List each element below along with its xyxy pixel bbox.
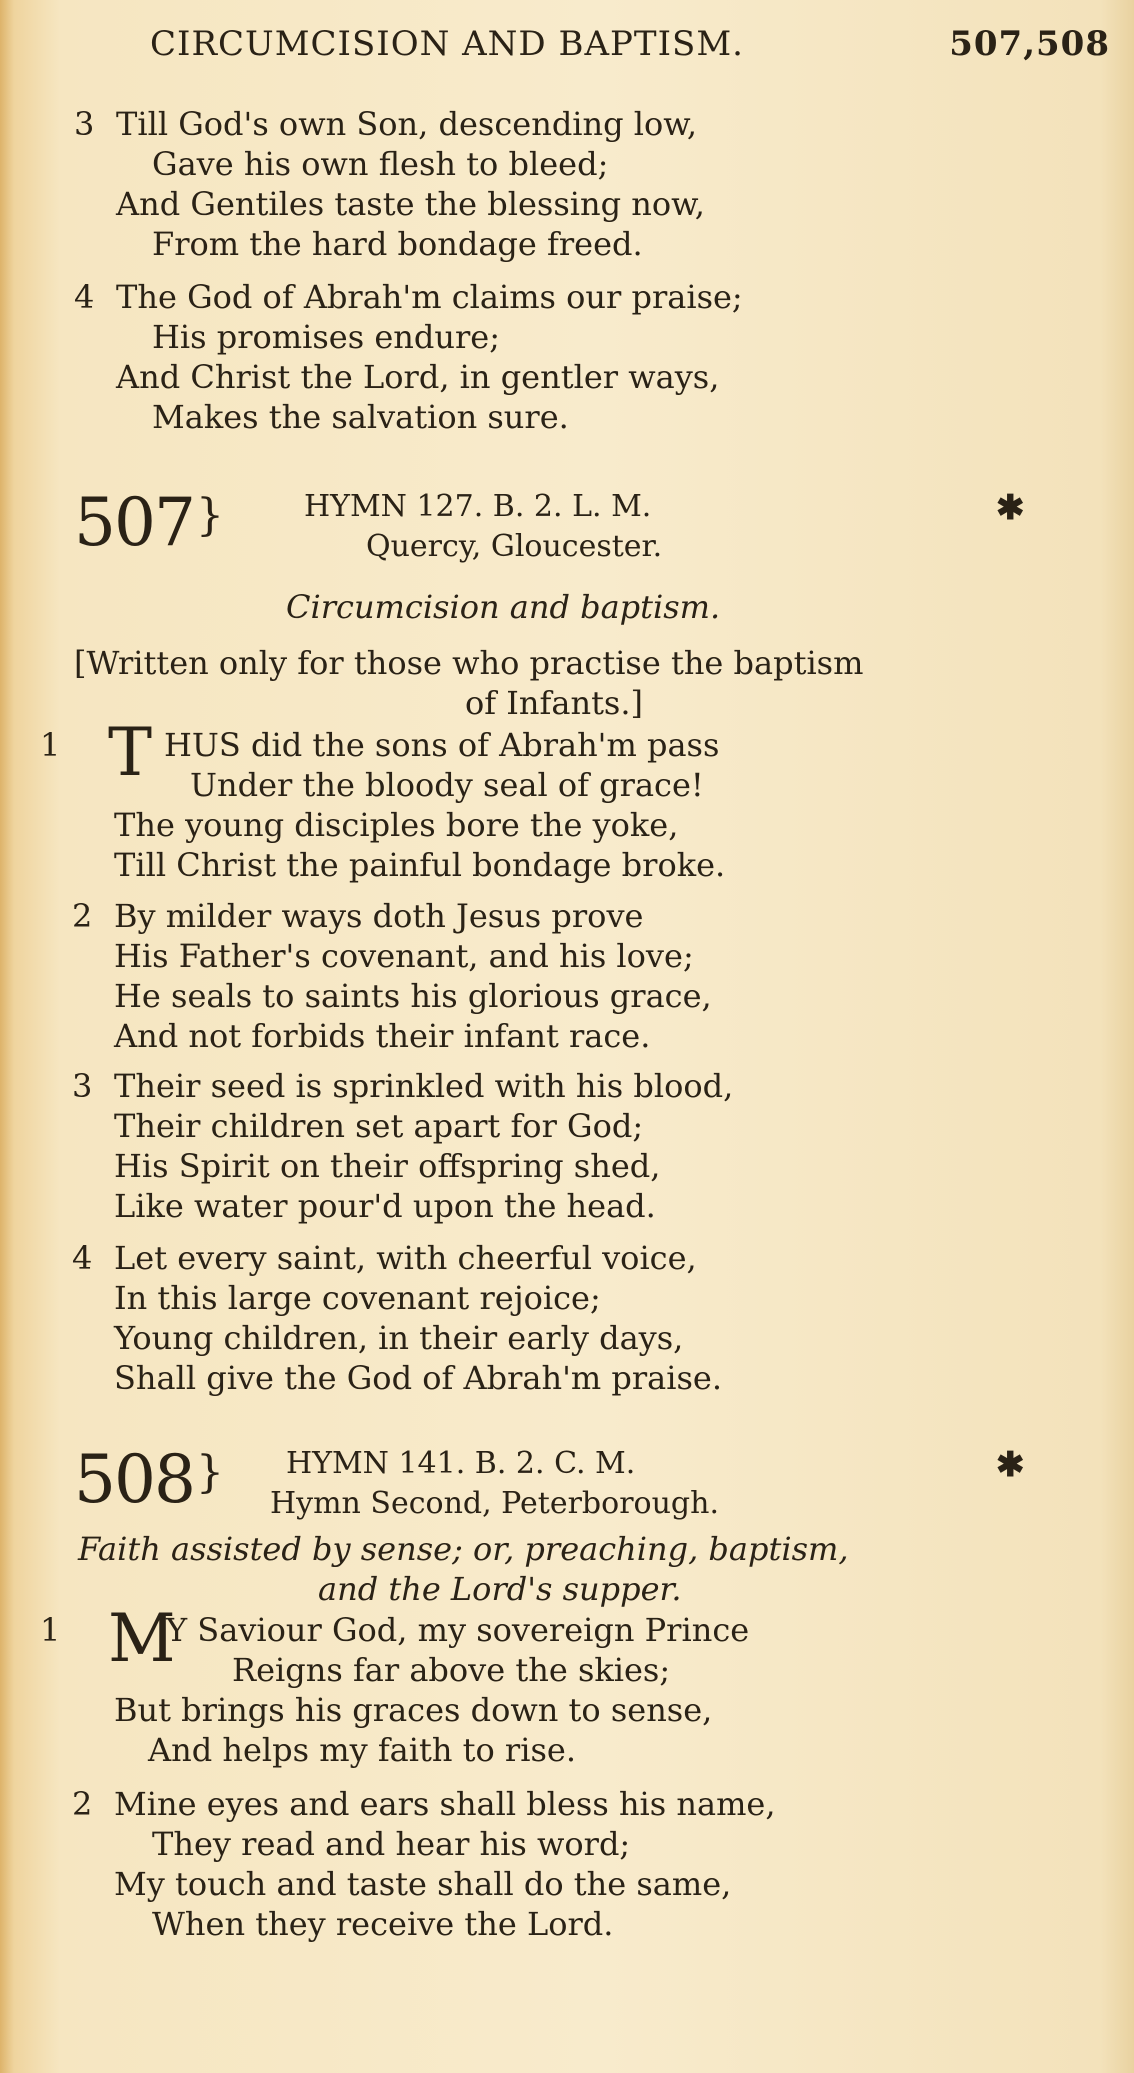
brace: } xyxy=(196,1447,224,1498)
verse-number: 3 xyxy=(74,105,95,143)
verse-line: When they receive the Lord. xyxy=(152,1905,614,1943)
verse-line: By milder ways doth Jesus prove xyxy=(114,897,644,935)
hymn-tunes: Quercy, Gloucester. xyxy=(366,529,663,564)
verse-number: 4 xyxy=(72,1239,93,1277)
verse-line: Their children set apart for God; xyxy=(114,1107,644,1145)
running-header xyxy=(150,24,1110,74)
verse-line: The God of Abrah'm claims our praise; xyxy=(116,278,743,316)
verse-line: Shall give the God of Abrah'm praise. xyxy=(114,1359,723,1397)
verse-line: His Father's covenant, and his love; xyxy=(114,937,694,975)
hymn-number: 507 xyxy=(74,484,194,561)
verse-line: From the hard bondage freed. xyxy=(152,225,643,263)
verse-number: 2 xyxy=(72,897,93,935)
verse-line: Y Saviour God, my sovereign Prince xyxy=(166,1611,750,1649)
verse-line: Till God's own Son, descending low, xyxy=(116,105,698,143)
verse-line: In this large covenant rejoice; xyxy=(114,1279,601,1317)
verse-line: They read and hear his word; xyxy=(152,1825,631,1863)
verse-line: Till Christ the painful bondage broke. xyxy=(114,846,726,884)
verse-number: 1 xyxy=(40,726,61,764)
verse-line: His promises endure; xyxy=(152,318,500,356)
asterism-icon: ✱ xyxy=(996,488,1025,528)
hymn-meta: HYMN 141. B. 2. C. M. xyxy=(286,1446,636,1481)
running-title: CIRCUMCISION AND BAPTISM. xyxy=(150,24,744,64)
verse-line: Young children, in their early days, xyxy=(114,1319,684,1357)
verse-line: Reigns far above the skies; xyxy=(232,1651,671,1689)
verse-line: Makes the salvation sure. xyxy=(152,398,569,436)
verse-line: Their seed is sprinkled with his blood, xyxy=(114,1067,734,1105)
verse-line: And helps my faith to rise. xyxy=(148,1731,576,1769)
asterism-icon: ✱ xyxy=(996,1445,1025,1485)
page-numbers: 507,508 xyxy=(949,24,1110,64)
hymn-meta: HYMN 127. B. 2. L. M. xyxy=(304,489,652,524)
drop-cap: T xyxy=(108,714,153,791)
verse-line: Like water pour'd upon the head. xyxy=(114,1187,656,1225)
drop-cap: M xyxy=(108,1600,176,1677)
verse-line: HUS did the sons of Abrah'm pass xyxy=(164,726,720,764)
verse-line: Let every saint, with cheerful voice, xyxy=(114,1239,697,1277)
brace: } xyxy=(196,490,224,541)
verse-line: Mine eyes and ears shall bless his name, xyxy=(114,1785,776,1823)
verse-number: 2 xyxy=(72,1785,93,1823)
verse-line: Gave his own flesh to bleed; xyxy=(152,145,609,183)
verse-line: But brings his graces down to sense, xyxy=(114,1691,713,1729)
verse-number: 4 xyxy=(74,278,95,316)
verse-line: My touch and taste shall do the same, xyxy=(114,1865,732,1903)
hymn-tunes: Hymn Second, Peterborough. xyxy=(270,1486,719,1521)
verse-line: His Spirit on their offspring shed, xyxy=(114,1147,661,1185)
hymn-subject: and the Lord's supper. xyxy=(318,1570,682,1608)
verse-line: Under the bloody seal of grace! xyxy=(190,766,704,804)
hymn-subject: Circumcision and baptism. xyxy=(286,588,721,626)
verse-line: He seals to saints his glorious grace, xyxy=(114,977,712,1015)
hymn-number: 508 xyxy=(74,1441,194,1518)
hymn-note: [Written only for those who practise the baptism xyxy=(74,644,864,682)
hymn-note: of Infants.] xyxy=(465,684,643,722)
verse-line: And not forbids their infant race. xyxy=(114,1017,651,1055)
verse-number: 3 xyxy=(72,1067,93,1105)
verse-line: The young disciples bore the yoke, xyxy=(114,806,679,844)
verse-number: 1 xyxy=(40,1611,61,1649)
verse-line: And Gentiles taste the blessing now, xyxy=(116,185,705,223)
verse-line: And Christ the Lord, in gentler ways, xyxy=(116,358,720,396)
hymn-subject: Faith assisted by sense; or, preaching, baptism, xyxy=(78,1530,849,1568)
